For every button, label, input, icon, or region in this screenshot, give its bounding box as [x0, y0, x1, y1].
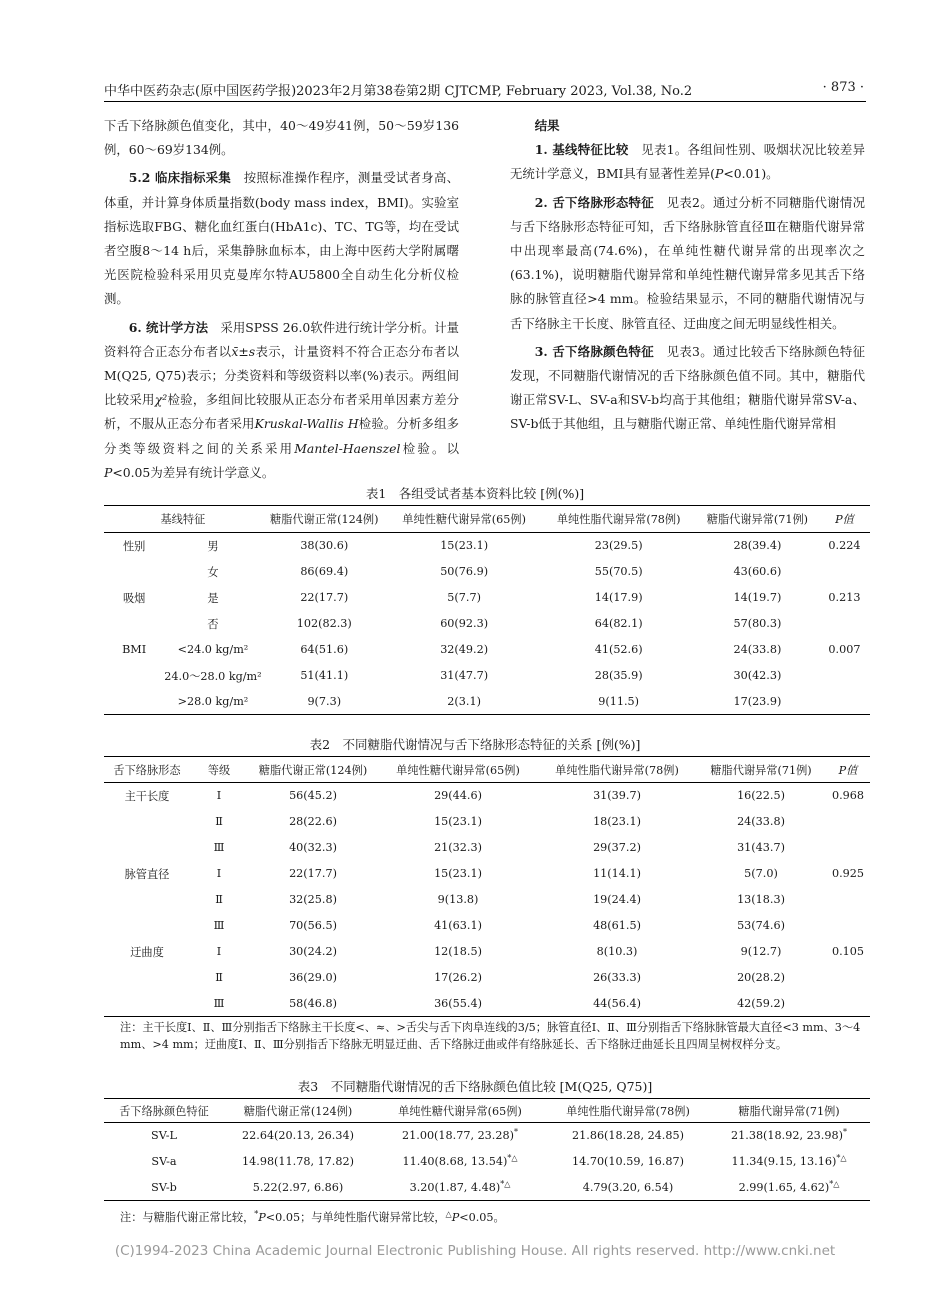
column-header: 舌下络脉形态 — [113, 763, 181, 777]
table-cell: 36(29.0) — [289, 971, 337, 984]
row-group-label — [104, 663, 164, 689]
column-header: 糖脂代谢正常(124例) — [270, 513, 379, 526]
column-header: 糖脂代谢正常(124例) — [258, 763, 368, 777]
table-cell: 9(12.7) — [740, 945, 782, 958]
table3 — [104, 1098, 870, 1201]
column-header: 糖脂代谢异常(71例) — [710, 763, 812, 777]
cell-value: 21.00(18.77, 23.28) — [402, 1129, 514, 1143]
table-cell: 8(10.3) — [596, 945, 638, 958]
note-text: <0.05。 — [459, 1211, 505, 1224]
cell-value: 21.38(18.92, 23.98) — [731, 1129, 843, 1143]
table-cell: 14(17.9) — [594, 591, 643, 604]
test-name: Kruskal-Wallis H — [254, 416, 359, 432]
table-cell: 15(23.1) — [434, 815, 482, 828]
p-symbol: P — [258, 1211, 266, 1224]
table-cell: 5(7.7) — [447, 591, 481, 604]
table-cell: 44(56.4) — [593, 996, 641, 1010]
table-cell: 30(42.3) — [733, 669, 782, 682]
row-level-label: 是 — [207, 591, 219, 605]
p-value-header: P值 — [835, 513, 854, 526]
paragraph-text: 检验，多组间比较服从正态分布者采用单因素方差分析，不服从正态分布者采用 — [104, 392, 460, 432]
table-row — [104, 887, 870, 913]
table-cell — [819, 611, 870, 637]
table3-note — [120, 1209, 868, 1226]
table-cell: 0.105 — [831, 945, 865, 958]
significance-mark: * — [842, 1127, 847, 1137]
row-grade-label: Ⅱ — [215, 815, 223, 828]
table1-caption: 表1 各组受试者基本资料比较 [例(%)] — [365, 486, 585, 501]
paragraph-text: 按照标准操作程序，测量受试者身高、体重，并计算身体质量指数(body mass index，BMI)。实验室指标选取FBG、糖化血红蛋白(HbA1c)、TC、TG等，均在受试者空腹8～14 h后，采集静脉血标本，由上海中医药大学附属曙光医院检验科采用贝克曼库尔特AU5800全自动生化分析仪检测。 — [104, 170, 460, 307]
cell-value: 11.34(9.15, 13.16) — [731, 1155, 837, 1168]
results-heading: 结果 — [534, 118, 560, 133]
table-cell: 56(45.2) — [289, 789, 337, 803]
table-cell: 22(17.7) — [300, 591, 349, 604]
table-row — [104, 913, 870, 939]
table-cell: 5(7.0) — [744, 867, 778, 880]
table-row — [104, 1123, 870, 1149]
table-cell: 9(7.3) — [307, 694, 342, 708]
table-cell: 70(56.5) — [289, 919, 337, 932]
table-cell — [826, 809, 870, 835]
column-header: 单纯性糖代谢异常(65例) — [402, 513, 526, 526]
section-heading: 3. 舌下络脉颜色特征 — [534, 343, 654, 359]
table-row — [104, 835, 870, 861]
row-level-label: >28.0 kg/m² — [177, 694, 249, 708]
table-cell: 40(32.3) — [289, 841, 337, 854]
column-header: 等级 — [207, 763, 231, 777]
column-header: 糖脂代谢异常(71例) — [706, 513, 809, 526]
row-label: SV-a — [151, 1155, 177, 1168]
section-heading: 2. 舌下络脉形态特征 — [534, 194, 654, 210]
table-cell: 41(52.6) — [594, 643, 643, 656]
table-cell: 32(49.2) — [440, 643, 489, 656]
table-cell: 38(30.6) — [300, 539, 349, 553]
table-cell: 57(80.3) — [733, 617, 782, 630]
table-cell: 0.925 — [831, 867, 865, 880]
table-cell: 20(28.2) — [737, 971, 785, 984]
cell-value: 11.40(8.68, 13.54) — [402, 1155, 508, 1168]
table-cell: 31(39.7) — [593, 789, 641, 803]
table-cell: 23(29.5) — [594, 539, 643, 553]
table-cell: 12(18.5) — [434, 945, 482, 958]
table-cell: 28(39.4) — [733, 539, 782, 553]
row-grade-label: Ⅰ — [216, 945, 222, 958]
table1 — [104, 505, 870, 715]
table-row — [104, 809, 870, 835]
significance-mark: △ — [445, 1209, 452, 1219]
table-row — [104, 533, 870, 559]
copyright-footer: (C)1994-2023 China Academic Journal Electronic Publishing House. All rights reserved. http://www.cnki.net — [114, 1243, 836, 1259]
table-cell: 17(26.2) — [434, 971, 482, 984]
table-cell — [548, 1123, 708, 1149]
table-cell: 50(76.9) — [440, 565, 489, 578]
table-cell: 29(44.6) — [434, 789, 482, 803]
row-group-label — [104, 991, 190, 1017]
paragraph-text: <0.01)。 — [723, 166, 779, 182]
significance-mark: *△ — [829, 1179, 840, 1189]
table-cell: 14.98(11.78, 17.82) — [242, 1155, 354, 1168]
table-cell: 53(74.6) — [737, 919, 785, 932]
table2-note: 注：主干长度Ⅰ、Ⅱ、Ⅲ分别指舌下络脉主干长度<、≈、>舌尖与舌下肉阜连线的3/5；脉管直径Ⅰ、Ⅱ、Ⅲ分别指舌下络脉脉管最大直径<3 mm、3～4 mm、>4 mm；迂曲度Ⅰ、Ⅱ、Ⅲ分别指舌下络脉无明显迂曲、舌下络脉迂曲或伴有络脉延长、舌下络脉迂曲延长且四周呈树杈样分支。 — [120, 1021, 861, 1051]
table-cell: 48(61.5) — [593, 919, 641, 932]
table-header-row — [104, 1099, 870, 1123]
row-grade-label: Ⅱ — [215, 893, 223, 906]
row-level-label: 24.0～28.0 kg/m² — [164, 669, 262, 683]
table-cell: 51(41.1) — [300, 669, 349, 682]
column-header: 糖脂代谢异常(71例) — [738, 1104, 840, 1118]
row-group-label: 性别 — [122, 539, 146, 553]
paragraph-text: 检验。分析多组多分类等级资料之间的关系采用 — [104, 416, 460, 456]
table-cell — [708, 1175, 870, 1201]
table-cell: 17(23.9) — [733, 694, 782, 708]
paragraph-statistics — [104, 316, 459, 485]
section-heading: 6. 统计学方法 — [128, 319, 209, 335]
table-cell: 60(92.3) — [440, 617, 489, 630]
table-cell: 15(23.1) — [434, 867, 482, 880]
table-cell: 31(47.7) — [440, 669, 489, 682]
table-cell: 24(33.8) — [733, 643, 782, 656]
page-number: · 873 · — [822, 80, 864, 95]
table-cell: 28(22.6) — [289, 815, 337, 828]
table-row — [104, 991, 870, 1017]
table-cell — [372, 1149, 548, 1175]
row-group-label: BMI — [122, 643, 147, 656]
table-cell — [548, 1149, 708, 1175]
table2 — [104, 756, 870, 1017]
table-cell: 0.007 — [828, 643, 861, 656]
column-header: 基线特征 — [160, 513, 206, 526]
table-cell — [819, 663, 870, 689]
paragraph-text: 见表1。各组间性别、吸烟状况比较差异无统计学意义，BMI具有显著性差异( — [510, 142, 866, 182]
paragraph-text: 见表3。通过比较舌下络脉颜色特征发现，不同糖脂代谢情况的舌下络脉颜色值不同。其中，糖脂代谢正常SV-L、SV-a和SV-b均高于其他组；糖脂代谢异常SV-a、SV-b低于其他组，且与糖脂代谢正常、单纯性脂代谢异常相 — [510, 343, 866, 432]
row-group-label: 吸烟 — [122, 591, 146, 605]
header-rule — [104, 101, 866, 102]
column-header: 单纯性脂代谢异常(78例) — [555, 763, 679, 777]
table-row — [104, 689, 870, 715]
row-level-label: 否 — [207, 617, 219, 631]
table-row — [104, 611, 870, 637]
significance-mark: * — [254, 1209, 259, 1219]
table-cell: 55(70.5) — [594, 565, 643, 578]
table-cell: 24(33.8) — [737, 815, 785, 828]
table-cell — [708, 1149, 870, 1175]
cell-value: 21.86(18.28, 24.85) — [572, 1129, 684, 1143]
table-cell: 2(3.1) — [447, 694, 481, 708]
table-cell: 15(23.1) — [440, 539, 489, 553]
table-cell — [708, 1123, 870, 1149]
table-cell: 18(23.1) — [593, 815, 641, 828]
table-cell: 9(13.8) — [437, 893, 479, 906]
table2-caption: 表2 不同糖脂代谢情况与舌下络脉形态特征的关系 [例(%)] — [309, 737, 641, 752]
table-cell: 64(82.1) — [594, 617, 643, 630]
table-cell: 11(14.1) — [593, 867, 641, 880]
section-heading: 1. 基线特征比较 — [534, 142, 629, 158]
table3-caption: 表3 不同糖脂代谢情况的舌下络脉颜色值比较 [M(Q25, Q75)] — [297, 1079, 653, 1094]
column-header: 单纯性脂代谢异常(78例) — [556, 513, 681, 526]
table-cell: 0.968 — [831, 789, 865, 803]
paragraph-clinical-indicators — [104, 166, 459, 311]
p-symbol: P — [451, 1211, 460, 1224]
table-cell: 13(18.3) — [737, 893, 785, 906]
section-heading: 5.2 临床指标采集 — [128, 170, 232, 186]
column-header: 单纯性糖代谢异常(65例) — [398, 1104, 522, 1118]
table-header-row — [104, 506, 870, 533]
table-cell: 30(24.2) — [289, 945, 337, 958]
table-cell: 5.22(2.97, 6.86) — [252, 1180, 344, 1194]
row-group-label — [104, 559, 164, 585]
column-header: 单纯性脂代谢异常(78例) — [566, 1104, 690, 1118]
row-group-label — [104, 689, 164, 715]
column-header — [826, 757, 870, 783]
row-grade-label: Ⅱ — [215, 971, 223, 984]
table-cell — [372, 1123, 548, 1149]
table-cell: 41(63.1) — [434, 919, 482, 932]
column-header: 糖脂代谢正常(124例) — [243, 1104, 353, 1118]
row-group-label — [104, 965, 190, 991]
table-cell — [826, 887, 870, 913]
row-grade-label: Ⅰ — [216, 867, 222, 880]
table-cell: 0.224 — [828, 539, 861, 553]
table-cell: 43(60.6) — [733, 565, 782, 578]
table-cell: 102(82.3) — [296, 617, 352, 630]
table-cell: 58(46.8) — [289, 996, 337, 1010]
table-cell — [819, 689, 870, 715]
chi-square-symbol: χ² — [154, 392, 168, 408]
table-row — [104, 585, 870, 611]
row-group-label — [104, 835, 190, 861]
note-text: <0.05；与单纯性脂代谢异常比较， — [265, 1211, 446, 1224]
paragraph-text: 表示，计量资料不符合正态分布者以M(Q25, Q75)表示；分类资料和等级资料以率(%)表示。两组间比较采用 — [104, 343, 460, 408]
column-header — [819, 506, 870, 533]
table-cell: 28(35.9) — [594, 669, 643, 682]
significance-mark: *△ — [507, 1153, 518, 1163]
right-column — [510, 114, 865, 437]
row-group-label — [104, 887, 190, 913]
table-row — [104, 1149, 870, 1175]
row-grade-label: Ⅲ — [213, 996, 225, 1010]
row-level-label: 女 — [207, 565, 219, 579]
row-label: SV-b — [151, 1180, 177, 1194]
column-header: 舌下络脉颜色特征 — [119, 1104, 209, 1118]
table-cell — [548, 1175, 708, 1201]
column-header: 单纯性糖代谢异常(65例) — [396, 763, 520, 777]
table-cell: 26(33.3) — [593, 971, 641, 984]
p-symbol: P — [104, 464, 113, 480]
row-grade-label: Ⅲ — [213, 919, 225, 932]
row-group-label — [104, 809, 190, 835]
row-group-label — [104, 913, 190, 939]
row-group-label: 迂曲度 — [130, 945, 164, 959]
table-cell — [819, 559, 870, 585]
table-row — [104, 861, 870, 887]
row-group-label: 主干长度 — [124, 789, 170, 803]
row-group-label — [104, 611, 164, 637]
paragraph-age-distribution: 下舌下络脉颜色值变化，其中，40～49岁41例，50～59岁136例，60～69岁134例。 — [104, 118, 459, 158]
significance-mark: *△ — [500, 1179, 511, 1189]
paragraph-text: 检验。以 — [400, 440, 460, 456]
table-cell — [826, 913, 870, 939]
paragraph-color — [510, 340, 865, 437]
table-row — [104, 939, 870, 965]
paragraph-text: 采用SPSS 26.0软件进行统计学分析。计量资料符合正态分布者以 — [104, 319, 460, 359]
table-cell: 64(51.6) — [300, 643, 349, 656]
row-grade-label: Ⅰ — [216, 789, 222, 803]
table-cell: 86(69.4) — [300, 565, 349, 578]
table-cell: 16(22.5) — [737, 789, 785, 803]
table-cell — [826, 965, 870, 991]
table-cell — [372, 1175, 548, 1201]
paragraph-text: 见表2。通过分析不同糖脂代谢情况与舌下络脉形态特征可知，舌下络脉脉管直径Ⅲ在糖脂代谢异常中出现率最高(74.6%)，在单纯性糖代谢异常的出现率次之(63.1%)，说明糖脂代谢异常和单纯性糖代谢异常多见其舌下络脉的脉管直径>4 mm。检验结果显示，不同的糖脂代谢情况与舌下络脉主干长度、脉管直径、迂曲度之间无明显线性相关。 — [510, 194, 866, 331]
table-row — [104, 559, 870, 585]
table-cell: 22(17.7) — [289, 867, 337, 880]
table-row — [104, 663, 870, 689]
paragraph-text: <0.05为差异有统计学意义。 — [112, 464, 275, 480]
table-cell: 14(19.7) — [733, 591, 782, 604]
cell-value: 14.70(10.59, 16.87) — [572, 1155, 684, 1168]
table-row — [104, 783, 870, 809]
table-cell: 42(59.2) — [737, 996, 785, 1010]
table-cell — [826, 991, 870, 1017]
table-cell — [826, 835, 870, 861]
running-header: 中华中医药杂志(原中国医药学报)2023年2月第38卷第2期 CJTCMP, February 2023, Vol.38, No.2 — [104, 84, 693, 99]
table-header-row — [104, 757, 870, 783]
note-text: 注：与糖脂代谢正常比较， — [120, 1211, 255, 1224]
row-level-label: <24.0 kg/m² — [177, 643, 249, 656]
p-value-header: P值 — [838, 763, 858, 777]
significance-mark: *△ — [836, 1153, 847, 1163]
table-cell: 36(55.4) — [434, 996, 482, 1010]
table-cell: 22.64(20.13, 26.34) — [242, 1129, 354, 1143]
table-row — [104, 965, 870, 991]
row-group-label: 脉管直径 — [124, 867, 170, 881]
cell-value: 4.79(3.20, 6.54) — [582, 1180, 674, 1194]
row-grade-label: Ⅲ — [213, 841, 225, 854]
table-cell: 21(32.3) — [434, 841, 482, 854]
left-column — [104, 114, 459, 485]
table-cell: 0.213 — [828, 591, 861, 604]
paragraph-morphology — [510, 191, 865, 336]
test-name: Mantel-Haenszel — [294, 440, 401, 456]
paragraph-baseline — [510, 138, 865, 186]
table-row — [104, 1175, 870, 1201]
p-symbol: P — [715, 166, 724, 182]
table-cell: 29(37.2) — [593, 841, 641, 854]
table-cell: 32(25.8) — [289, 893, 337, 906]
table-cell: 31(43.7) — [737, 841, 785, 854]
cell-value: 3.20(1.87, 4.48) — [409, 1180, 501, 1194]
formula: x̄±s — [231, 343, 256, 359]
table-cell: 9(11.5) — [598, 694, 640, 708]
cell-value: 2.99(1.65, 4.62) — [738, 1180, 830, 1194]
significance-mark: * — [513, 1127, 518, 1137]
table-cell: 19(24.4) — [593, 893, 641, 906]
row-level-label: 男 — [207, 539, 219, 553]
table-row — [104, 637, 870, 663]
row-label: SV-L — [151, 1129, 177, 1143]
